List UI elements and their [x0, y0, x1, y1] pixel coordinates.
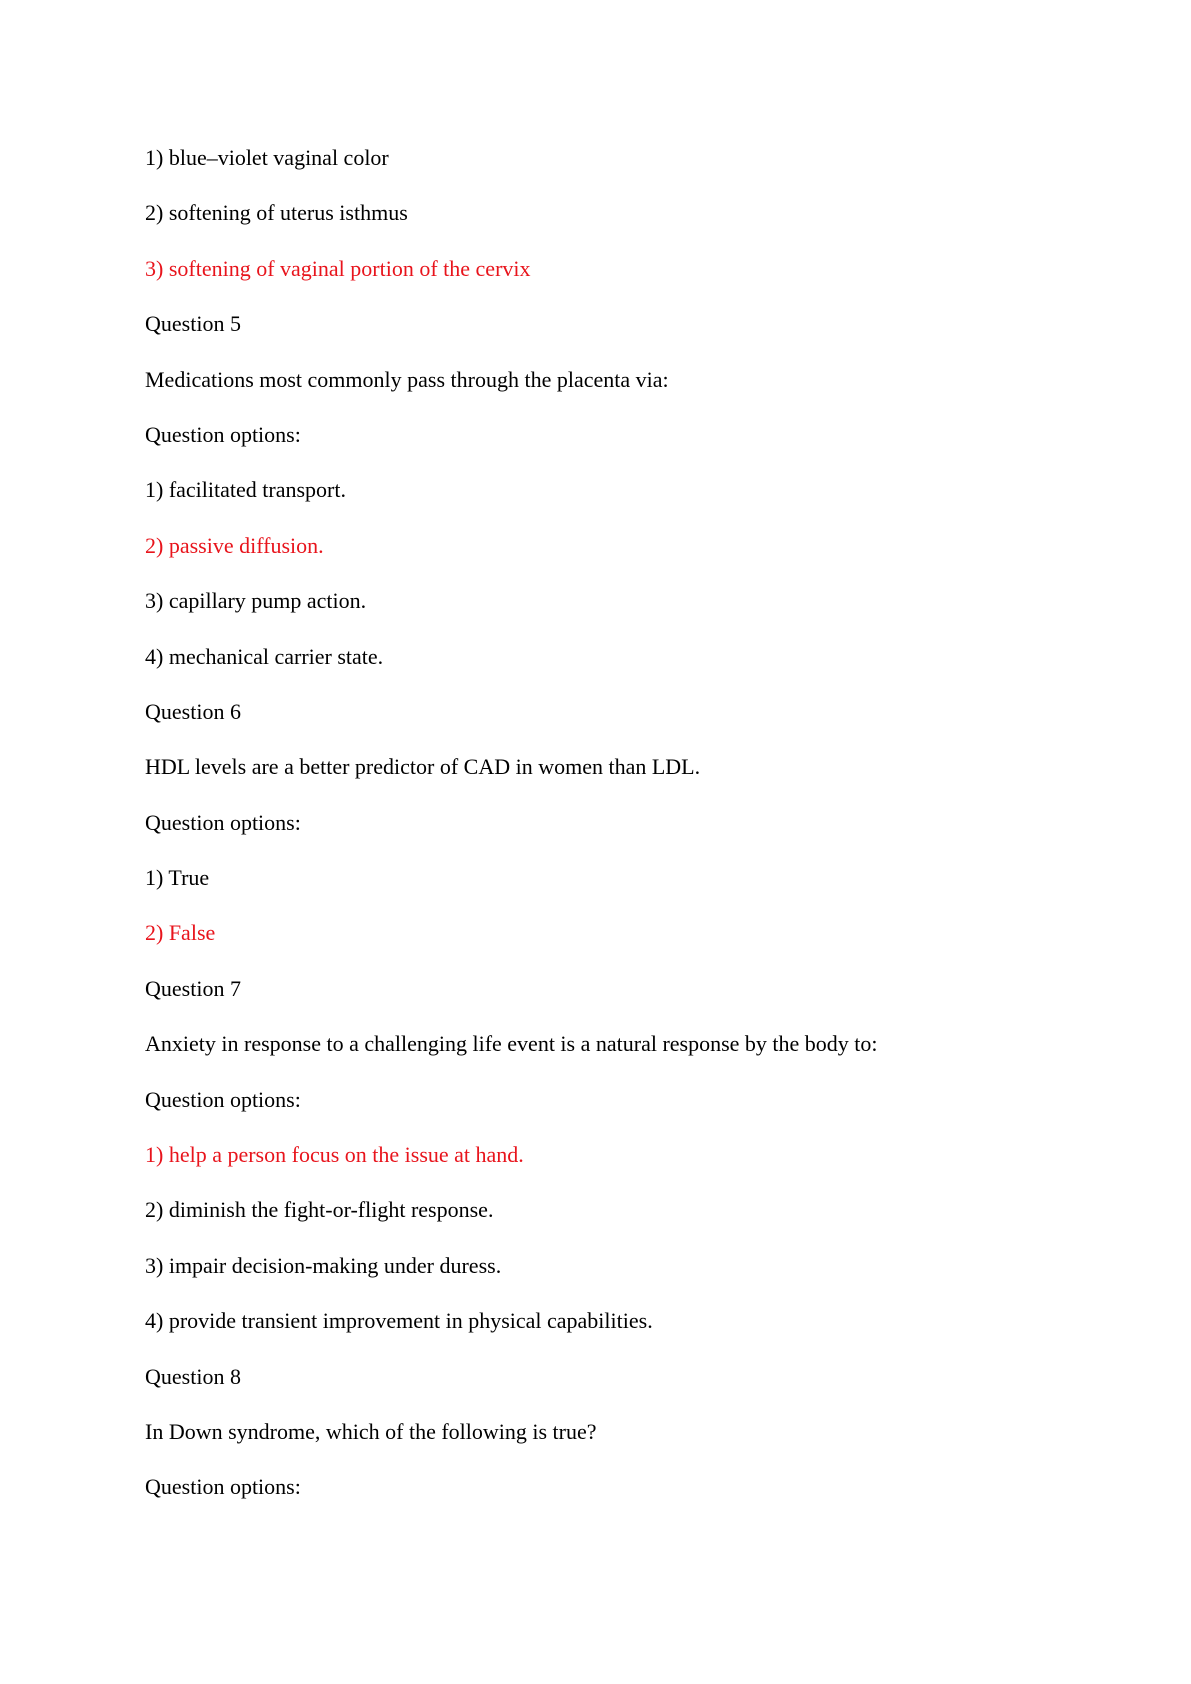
- answer-option: 4) mechanical carrier state.: [145, 643, 384, 669]
- answer-option: 2) softening of uterus isthmus: [145, 200, 408, 226]
- question-heading: Question 5: [145, 311, 241, 337]
- answer-option: 1) True: [145, 865, 210, 891]
- question-heading: Question 7: [145, 975, 241, 1001]
- question-heading: Question 6: [145, 698, 241, 724]
- answer-option: 3) impair decision-making under duress.: [145, 1252, 502, 1278]
- question-text: In Down syndrome, which of the following is true?: [145, 1418, 597, 1444]
- question-text: Anxiety in response to a challenging life event is a natural response by the body to:: [145, 1031, 878, 1057]
- question-options-label: Question options:: [145, 1474, 301, 1500]
- answer-option: 3) capillary pump action.: [145, 588, 367, 614]
- question-options-label: Question options:: [145, 1086, 301, 1112]
- answer-option: 2) diminish the fight-or-flight response.: [145, 1197, 494, 1223]
- question-options-label: Question options:: [145, 421, 301, 447]
- answer-option-correct: 3) softening of vaginal portion of the cervix: [145, 255, 531, 281]
- question-text: Medications most commonly pass through the placenta via:: [145, 366, 669, 392]
- answer-option-correct: 1) help a person focus on the issue at hand.: [145, 1142, 524, 1168]
- question-options-label: Question options:: [145, 809, 301, 835]
- question-text: HDL levels are a better predictor of CAD in women than LDL.: [145, 754, 701, 780]
- question-heading: Question 8: [145, 1363, 241, 1389]
- document-body: [145, 143, 1045, 1528]
- answer-option-correct: 2) passive diffusion.: [145, 532, 324, 558]
- answer-option: 4) provide transient improvement in physical capabilities.: [145, 1308, 653, 1334]
- answer-option: 1) facilitated transport.: [145, 477, 346, 503]
- answer-option: 1) blue–violet vaginal color: [145, 145, 389, 170]
- answer-option-correct: 2) False: [145, 920, 216, 946]
